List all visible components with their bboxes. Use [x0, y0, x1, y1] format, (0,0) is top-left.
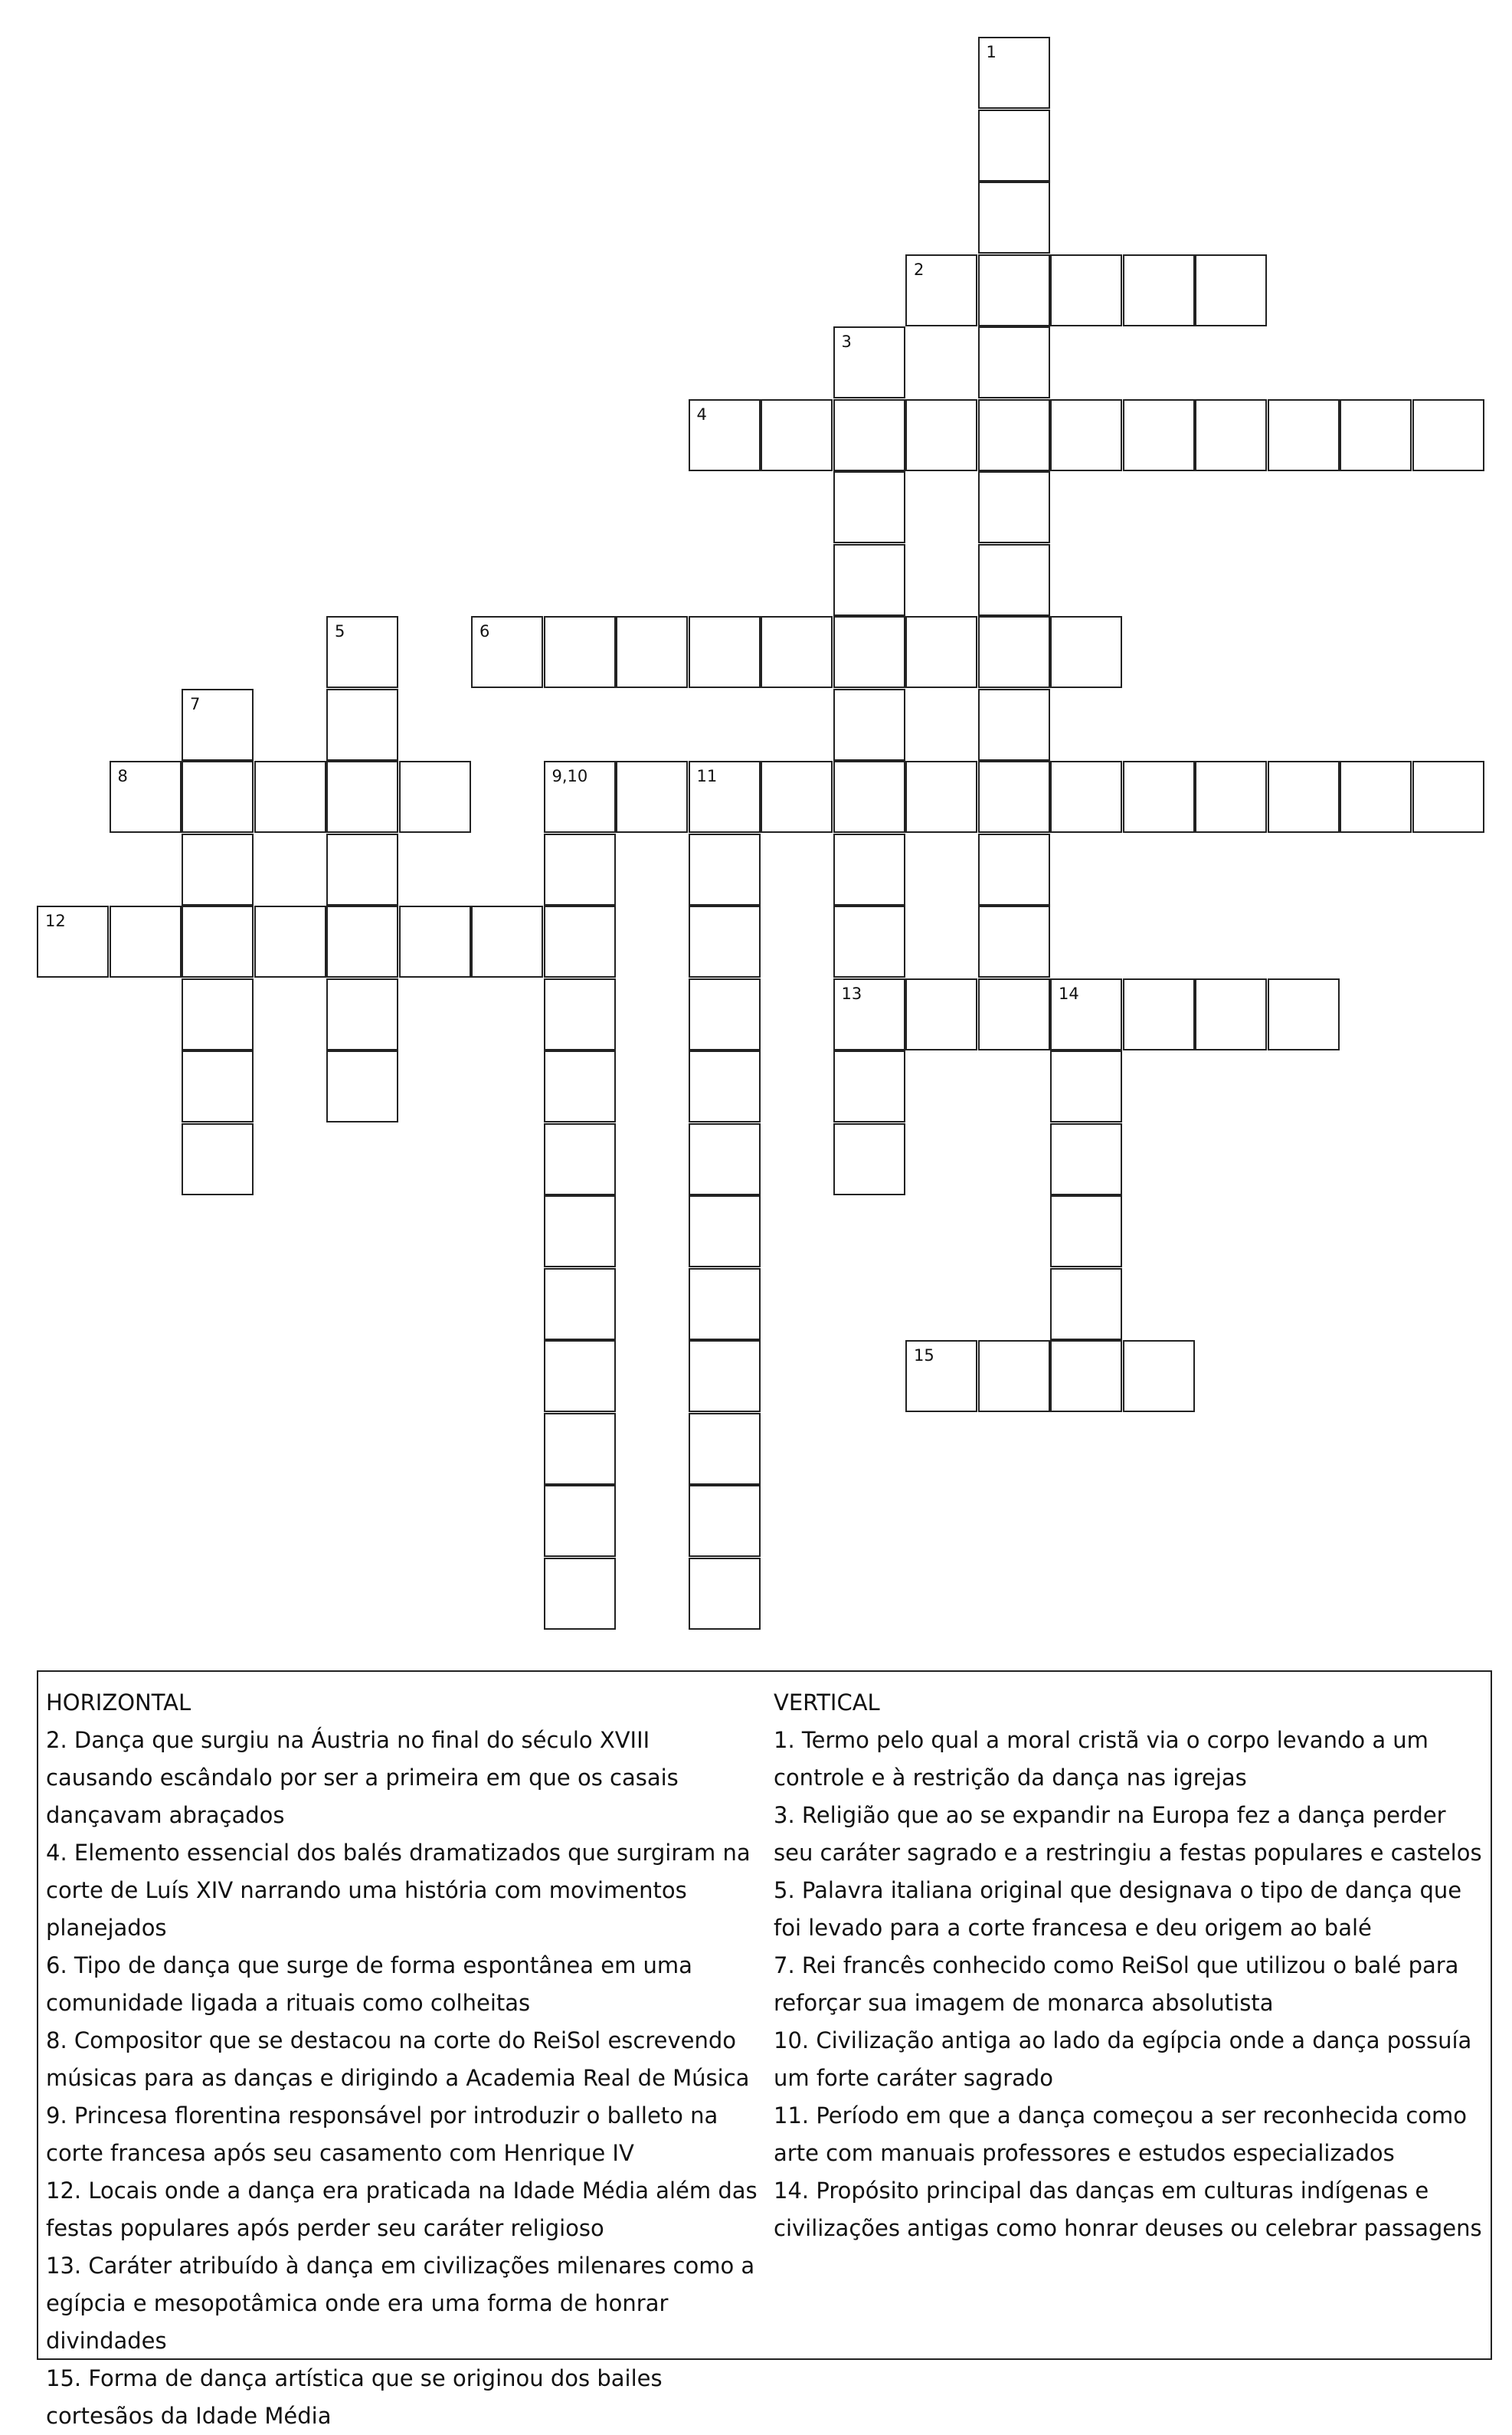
grid-cell[interactable] [689, 978, 761, 1050]
grid-cell[interactable] [978, 471, 1050, 543]
grid-cell[interactable] [978, 761, 1050, 833]
grid-cell[interactable] [978, 616, 1050, 688]
grid-cell[interactable] [905, 616, 977, 688]
grid-cell[interactable] [1195, 399, 1267, 471]
grid-cell[interactable] [978, 834, 1050, 906]
grid-cell[interactable] [978, 978, 1050, 1050]
grid-cell[interactable] [689, 1268, 761, 1340]
grid-cell[interactable] [326, 1050, 398, 1122]
clue-number: 7 [190, 694, 201, 713]
grid-cell[interactable] [326, 689, 398, 761]
grid-cell[interactable] [110, 761, 182, 833]
grid-cell[interactable] [833, 544, 905, 616]
grid-cell[interactable] [978, 689, 1050, 761]
grid-cell[interactable] [978, 254, 1050, 326]
grid-cell[interactable] [1340, 399, 1412, 471]
grid-cell[interactable] [326, 978, 398, 1050]
grid-cell[interactable] [978, 1340, 1050, 1412]
grid-cell[interactable] [182, 1123, 254, 1195]
grid-cell[interactable] [833, 1123, 905, 1195]
grid-cell[interactable] [544, 1485, 616, 1557]
horizontal-clue-12: 12. Locais onde a dança era praticada na Idade Média além das festas populares após perder seu caráter religioso [46, 2178, 758, 2241]
horizontal-clue-6: 6. Tipo de dança que surge de forma espontânea em uma comunidade ligada a rituais como colheitas [46, 1952, 692, 2016]
grid-cell[interactable] [1195, 254, 1267, 326]
grid-cell[interactable] [978, 906, 1050, 978]
grid-cell[interactable] [544, 1050, 616, 1122]
grid-cell[interactable] [905, 761, 977, 833]
horizontal-clue-13: 13. Caráter atribuído à dança em civilizações milenares como a egípcia e mesopotâmica onde era uma forma de honrar divindades [46, 2253, 755, 2354]
grid-cell[interactable] [833, 834, 905, 906]
grid-cell[interactable] [544, 1195, 616, 1267]
grid-cell[interactable] [833, 399, 905, 471]
grid-cell[interactable] [1050, 616, 1122, 688]
grid-cell[interactable] [37, 906, 109, 978]
clue-number: 13 [841, 984, 862, 1003]
grid-cell[interactable] [689, 1050, 761, 1122]
clue-number: 3 [841, 333, 852, 351]
grid-cell[interactable] [978, 399, 1050, 471]
grid-cell[interactable] [326, 906, 398, 978]
horizontal-clue-9: 9. Princesa florentina responsável por introduzir o balleto na corte francesa após seu casamento com Henrique IV [46, 2102, 718, 2166]
grid-cell[interactable] [544, 906, 616, 978]
grid-cell[interactable] [254, 761, 326, 833]
grid-cell[interactable] [1050, 761, 1122, 833]
grid-cell[interactable] [833, 906, 905, 978]
grid-cell[interactable] [326, 616, 398, 688]
grid-cell[interactable] [544, 1340, 616, 1412]
grid-cell[interactable] [905, 978, 977, 1050]
clue-number: 8 [117, 767, 128, 785]
clue-number: 15 [914, 1346, 934, 1365]
grid-cell[interactable] [1195, 978, 1267, 1050]
grid-cell[interactable] [182, 978, 254, 1050]
vertical-clue-10: 10. Civilização antiga ao lado da egípcia onde a dança possuía um forte caráter sagrado [774, 2027, 1472, 2091]
grid-cell[interactable] [1268, 978, 1340, 1050]
grid-cell[interactable] [689, 1123, 761, 1195]
grid-cell[interactable] [399, 906, 471, 978]
grid-cell[interactable] [905, 1340, 977, 1412]
vertical-clue-3: 3. Religião que ao se expandir na Europa fez a dança perder seu caráter sagrado e a restringiu a festas populares e castelos [774, 1802, 1482, 1866]
grid-cell[interactable] [689, 1195, 761, 1267]
grid-cell[interactable] [1050, 1195, 1122, 1267]
vertical-clue-5: 5. Palavra italiana original que designava o tipo de dança que foi levado para a corte francesa e deu origem ao balé [774, 1877, 1462, 1941]
grid-cell[interactable] [544, 1413, 616, 1485]
grid-cell[interactable] [1123, 1340, 1195, 1412]
grid-cell[interactable] [833, 326, 905, 398]
grid-cell[interactable] [326, 761, 398, 833]
grid-cell[interactable] [544, 1268, 616, 1340]
grid-cell[interactable] [544, 761, 616, 833]
clue-number: 6 [479, 622, 490, 641]
grid-cell[interactable] [689, 616, 761, 688]
grid-cell[interactable] [1050, 1340, 1122, 1412]
horizontal-clue-4: 4. Elemento essencial dos balés dramatizados que surgiram na corte de Luís XIV narrando uma história com movimentos planejados [46, 1840, 751, 1941]
vertical-heading: VERTICAL [774, 1689, 880, 1716]
grid-cell[interactable] [833, 471, 905, 543]
grid-cell[interactable] [978, 37, 1050, 109]
grid-cell[interactable] [833, 978, 905, 1050]
clue-number: 14 [1059, 984, 1079, 1003]
grid-cell[interactable] [761, 399, 833, 471]
grid-cell[interactable] [833, 616, 905, 688]
grid-cell[interactable] [833, 1050, 905, 1122]
clues-box [37, 1670, 1492, 2429]
grid-cell[interactable] [1123, 254, 1195, 326]
grid-cell[interactable] [1123, 399, 1195, 471]
vertical-clues-column [774, 1684, 1486, 2247]
grid-cell[interactable] [978, 544, 1050, 616]
clue-number: 5 [335, 622, 345, 641]
horizontal-heading: HORIZONTAL [46, 1689, 191, 1716]
grid-cell[interactable] [1050, 1268, 1122, 1340]
grid-cell[interactable] [689, 1413, 761, 1485]
grid-cell[interactable] [761, 616, 833, 688]
grid-cell[interactable] [689, 1558, 761, 1630]
grid-cell[interactable] [1050, 399, 1122, 471]
grid-cell[interactable] [761, 761, 833, 833]
horizontal-clue-15: 15. Forma de dança artística que se originou dos bailes cortesãos da Idade Média [46, 2365, 663, 2429]
grid-cell[interactable] [110, 906, 182, 978]
grid-cell[interactable] [1412, 761, 1484, 833]
clue-number: 1 [986, 43, 997, 61]
clue-number: 4 [696, 405, 707, 424]
grid-cell[interactable] [182, 906, 254, 978]
grid-cell[interactable] [1412, 399, 1484, 471]
grid-cell[interactable] [1123, 978, 1195, 1050]
grid-cell[interactable] [905, 399, 977, 471]
grid-cell[interactable] [254, 906, 326, 978]
grid-cell[interactable] [689, 1340, 761, 1412]
grid-cell[interactable] [1050, 1123, 1122, 1195]
grid-cell[interactable] [182, 689, 254, 761]
grid-cell[interactable] [978, 326, 1050, 398]
grid-cell[interactable] [544, 1123, 616, 1195]
clue-number: 12 [45, 912, 66, 930]
grid-cell[interactable] [1340, 761, 1412, 833]
grid-cell[interactable] [471, 616, 543, 688]
horizontal-clue-8: 8. Compositor que se destacou na corte do ReiSol escrevendo músicas para as danças e dirigindo a Academia Real de Música [46, 2027, 750, 2091]
grid-cell[interactable] [1050, 1050, 1122, 1122]
horizontal-clue-2: 2. Dança que surgiu na Áustria no final do século XVIII causando escândalo por ser a primeira em que os casais dançavam abraçados [46, 1727, 679, 1828]
clue-number: 9,10 [551, 767, 588, 785]
grid-cell[interactable] [1195, 761, 1267, 833]
clue-number: 11 [696, 767, 718, 785]
grid-cell[interactable] [544, 616, 616, 688]
grid-cell[interactable] [544, 1558, 616, 1630]
grid-cell[interactable] [182, 834, 254, 906]
grid-cell[interactable] [689, 399, 761, 471]
grid-cell[interactable] [616, 616, 688, 688]
vertical-clue-7: 7. Rei francês conhecido como ReiSol que utilizou o balé para reforçar sua imagem de monarca absolutista [774, 1952, 1459, 2016]
grid-cell[interactable] [689, 761, 761, 833]
grid-cell[interactable] [544, 978, 616, 1050]
vertical-clue-1: 1. Termo pelo qual a moral cristã via o corpo levando a um controle e à restrição da dança nas igrejas [774, 1727, 1429, 1791]
grid-cell[interactable] [1123, 761, 1195, 833]
vertical-clue-14: 14. Propósito principal das danças em culturas indígenas e civilizações antigas como honrar deuses ou celebrar passagens [774, 2178, 1482, 2241]
grid-cell[interactable] [833, 689, 905, 761]
clue-number: 2 [914, 260, 925, 279]
vertical-clue-11: 11. Período em que a dança começou a ser reconhecida como arte com manuais professores e estudos especializados [774, 2102, 1468, 2166]
grid-cell[interactable] [326, 834, 398, 906]
grid-cell[interactable] [689, 834, 761, 906]
grid-cell[interactable] [544, 834, 616, 906]
grid-cell[interactable] [399, 761, 471, 833]
grid-cell[interactable] [471, 906, 543, 978]
grid-cell[interactable] [182, 1050, 254, 1122]
grid-cell[interactable] [978, 182, 1050, 254]
grid-cell[interactable] [1050, 978, 1122, 1050]
grid-cell[interactable] [905, 254, 977, 326]
grid-cell[interactable] [1268, 761, 1340, 833]
grid-cell[interactable] [182, 761, 254, 833]
grid-cell[interactable] [833, 761, 905, 833]
grid-cell[interactable] [1050, 254, 1122, 326]
grid-cell[interactable] [978, 110, 1050, 182]
grid-cell[interactable] [689, 1485, 761, 1557]
horizontal-clues-column [46, 1684, 758, 2435]
grid-cell[interactable] [616, 761, 688, 833]
grid-cell[interactable] [689, 906, 761, 978]
grid-cell[interactable] [1268, 399, 1340, 471]
